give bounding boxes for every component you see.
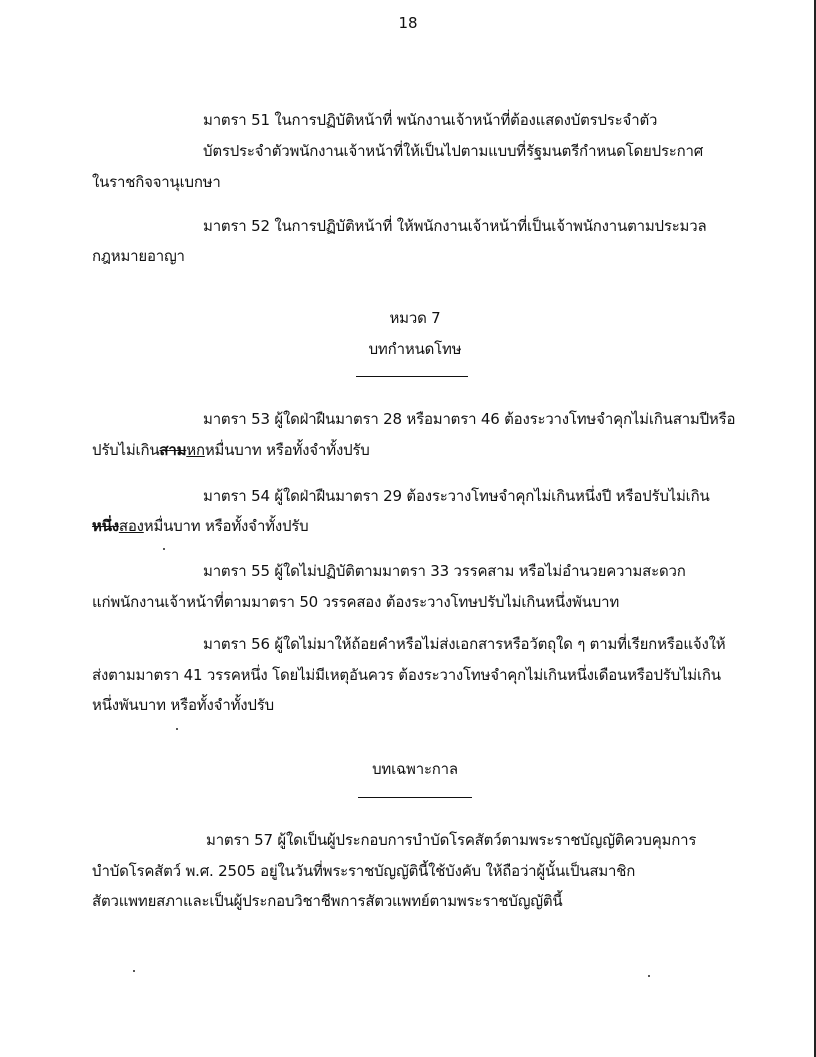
chapter-title: บทกำหนดโทษ bbox=[368, 340, 462, 358]
section-55-line-1: มาตรา 55 ผู้ใดไม่ปฏิบัติตามมาตรา 33 วรรคสาม หรือไม่อำนวยความสะดวก bbox=[203, 562, 686, 580]
section-56-line-3: หนึ่งพันบาท หรือทั้งจำทั้งปรับ bbox=[92, 696, 274, 714]
scan-speck bbox=[176, 728, 178, 730]
section-54-line-1: มาตรา 54 ผู้ใดฝ่าฝืนมาตรา 29 ต้องระวางโทษจำคุกไม่เกินหนึ่งปี หรือปรับไม่เกิน bbox=[203, 487, 710, 505]
chapter-number: หมวด 7 bbox=[389, 309, 441, 327]
section-51-line-2: บัตรประจำตัวพนักงานเจ้าหน้าที่ให้เป็นไปตามแบบที่รัฐมนตรีกำหนดโดยประกาศ bbox=[203, 142, 704, 160]
section-51-line-1: มาตรา 51 ในการปฏิบัติหน้าที่ พนักงานเจ้าหน้าที่ต้องแสดงบัตรประจำตัว bbox=[203, 111, 658, 129]
section-52-line-1: มาตรา 52 ในการปฏิบัติหน้าที่ ให้พนักงานเจ้าหน้าที่เป็นเจ้าพนักงานตามประมวล bbox=[203, 217, 707, 235]
scan-speck bbox=[648, 975, 650, 977]
section-56-line-2: ส่งตามมาตรา 41 วรรคหนึ่ง โดยไม่มีเหตุอันควร ต้องระวางโทษจำคุกไม่เกินหนึ่งเดือนหรือปรับไม่เกิน bbox=[92, 666, 721, 684]
section-57-line-3: สัตวแพทยสภาและเป็นผู้ประกอบวิชาชีพการสัตวแพทย์ตามพระราชบัญญัตินี้ bbox=[92, 892, 563, 910]
section-57-line-1: มาตรา 57 ผู้ใดเป็นผู้ประกอบการบำบัดโรคสัตว์ตามพระราชบัญญัติควบคุมการ bbox=[206, 831, 697, 849]
transitional-title-rule bbox=[358, 797, 472, 798]
section-52-line-2: กฎหมายอาญา bbox=[92, 247, 185, 265]
section-54-inserted-text: สอง bbox=[118, 517, 144, 535]
section-54-line-2-post: หมื่นบาท หรือทั้งจำทั้งปรับ bbox=[143, 517, 309, 535]
scan-speck bbox=[163, 548, 165, 550]
section-51-line-3: ในราชกิจจานุเบกษา bbox=[92, 173, 221, 191]
transitional-title: บทเฉพาะกาล bbox=[372, 760, 458, 778]
scan-speck bbox=[133, 970, 135, 972]
section-54-line-2 bbox=[92, 516, 308, 536]
section-53-inserted-text: หก bbox=[186, 441, 205, 459]
page-number: 18 bbox=[398, 14, 418, 32]
section-53-line-2 bbox=[92, 440, 370, 460]
section-53-struck-text: สาม bbox=[159, 441, 187, 459]
section-54-struck-text: หนึ่ง bbox=[92, 517, 119, 535]
section-56-line-1: มาตรา 56 ผู้ใดไม่มาให้ถ้อยคำหรือไม่ส่งเอกสารหรือวัตถุใด ๆ ตามที่เรียกหรือแจ้งให้ bbox=[203, 635, 726, 653]
section-53-line-2-post: หมื่นบาท หรือทั้งจำทั้งปรับ bbox=[204, 441, 370, 459]
section-53-line-1: มาตรา 53 ผู้ใดฝ่าฝืนมาตรา 28 หรือมาตรา 46 ต้องระวางโทษจำคุกไม่เกินสามปีหรือ bbox=[203, 410, 736, 428]
section-55-line-2: แก่พนักงานเจ้าหน้าที่ตามมาตรา 50 วรรคสอง ต้องระวางโทษปรับไม่เกินหนึ่งพันบาท bbox=[92, 593, 620, 611]
chapter-title-rule bbox=[356, 376, 468, 377]
section-57-line-2: บำบัดโรคสัตว์ พ.ศ. 2505 อยู่ในวันที่พระราชบัญญัตินี้ใช้บังคับ ให้ถือว่าผู้นั้นเป็นสมาชิก bbox=[92, 862, 636, 880]
section-53-line-2-pre: ปรับไม่เกิน bbox=[92, 441, 160, 459]
